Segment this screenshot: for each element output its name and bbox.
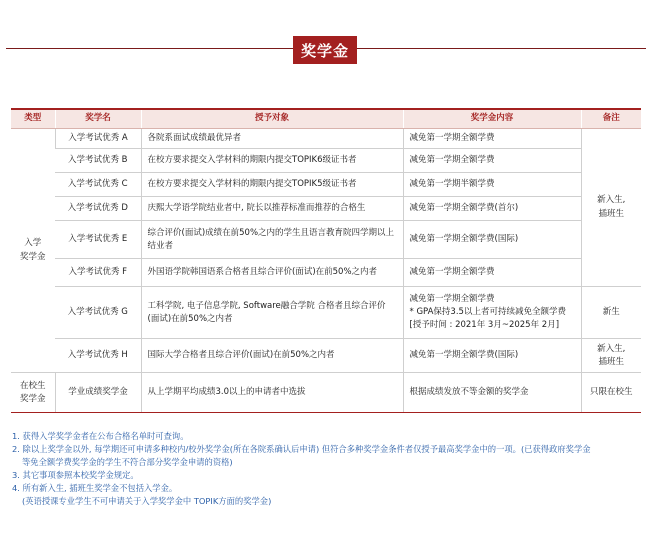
header-remark: 备注 xyxy=(581,109,641,129)
table-row xyxy=(11,149,641,173)
row-target: 在校方要求提交入学材料的期限内提交TOPIK5级证书者 xyxy=(141,173,403,197)
row-content: 减免第一学期全额学费(首尔) xyxy=(403,197,581,221)
table-row xyxy=(11,221,641,259)
page-title: 奖学金 xyxy=(293,36,357,64)
remark-enrolled: 只限在校生 xyxy=(581,373,641,413)
row-name: 入学考试优秀 C xyxy=(55,173,141,197)
row-target: 国际大学合格者且综合评价(面试)在前50%之内者 xyxy=(141,339,403,373)
row-target: 庆熙大学语学院结业者中, 院长以推荐标准而推荐的合格生 xyxy=(141,197,403,221)
header-type: 类型 xyxy=(11,109,55,129)
row-content: 减免第一学期全额学费 xyxy=(403,129,581,149)
remark-new-transfer: 新入生, 插班生 xyxy=(581,129,641,287)
header-target: 授予对象 xyxy=(141,109,403,129)
row-name: 入学考试优秀 G xyxy=(55,287,141,339)
notes xyxy=(12,430,644,508)
row-content: 减免第一学期全额学费(国际) xyxy=(403,221,581,259)
row-target: 外国语学院韩国语系合格者且综合评价(面试)在前50%之内者 xyxy=(141,259,403,287)
note-item: 等免全额学费奖学金的学生不符合部分奖学金申请的资格) xyxy=(22,457,233,467)
table-row xyxy=(11,129,641,149)
table-row xyxy=(11,339,641,373)
remark-new-transfer-h: 新入生, 插班生 xyxy=(581,339,641,373)
header-name: 奖学名 xyxy=(55,109,141,129)
remark-new: 新生 xyxy=(581,287,641,339)
note-item: (英语授课专业学生不可申请关于入学奖学金中 TOPIK方面的奖学金) xyxy=(22,496,272,506)
row-name: 入学考试优秀 H xyxy=(55,339,141,373)
row-content: 减免第一学期全额学费(国际) xyxy=(403,339,581,373)
row-target: 各院系面试成绩最优异者 xyxy=(141,129,403,149)
table-row xyxy=(11,197,641,221)
row-name: 入学考试优秀 E xyxy=(55,221,141,259)
header-content: 奖学金内容 xyxy=(403,109,581,129)
row-name: 学业成绩奖学金 xyxy=(55,373,141,413)
row-content: 根据成绩发放不等金额的奖学金 xyxy=(403,373,581,413)
group-entrance: 入学 奖学金 xyxy=(11,129,55,373)
row-name: 入学考试优秀 D xyxy=(55,197,141,221)
note-item: 2. 除以上奖学金以外, 每学期还可申请多种校内/校外奖学金(所在各院系确认后申请) 但符合多种奖学金条件者仅授予最高奖学金中的一项。(已获得政府奖学金 xyxy=(12,444,591,454)
row-target: 在校方要求提交入学材料的期限内提交TOPIK6级证书者 xyxy=(141,149,403,173)
row-target: 从上学期平均成绩3.0以上的申请者中选拔 xyxy=(141,373,403,413)
table-header-row xyxy=(11,109,641,129)
note-item: 3. 其它事项参照本校奖学金规定。 xyxy=(12,470,139,480)
row-name: 入学考试优秀 A xyxy=(55,129,141,149)
group-enrolled: 在校生 奖学金 xyxy=(11,373,55,413)
note-item: 1. 获得入学奖学金者在公布合格名单时可查询。 xyxy=(12,431,189,441)
row-target: 工科学院, 电子信息学院, Software融合学院 合格者且综合评价(面试)在前50%之内者 xyxy=(141,287,403,339)
row-content: 减免第一学期全额学费 * GPA保持3.5以上者可持续减免全额学费 [授予时间 : 2021年 3月~2025年 2月] xyxy=(403,287,581,339)
table-row xyxy=(11,259,641,287)
row-content: 减免第一学期全额学费 xyxy=(403,149,581,173)
row-name: 入学考试优秀 F xyxy=(55,259,141,287)
table-row xyxy=(11,287,641,339)
table-row xyxy=(11,173,641,197)
row-target: 综合评价(面试)成绩在前50%之内的学生且语言教育院四学期以上结业者 xyxy=(141,221,403,259)
scholarship-table xyxy=(11,108,641,413)
row-content: 减免第一学期全额学费 xyxy=(403,259,581,287)
row-name: 入学考试优秀 B xyxy=(55,149,141,173)
note-item: 4. 所有新入生, 插班生奖学金不包括入学金。 xyxy=(12,483,178,493)
row-content: 减免第一学期半额学费 xyxy=(403,173,581,197)
table-row xyxy=(11,373,641,413)
